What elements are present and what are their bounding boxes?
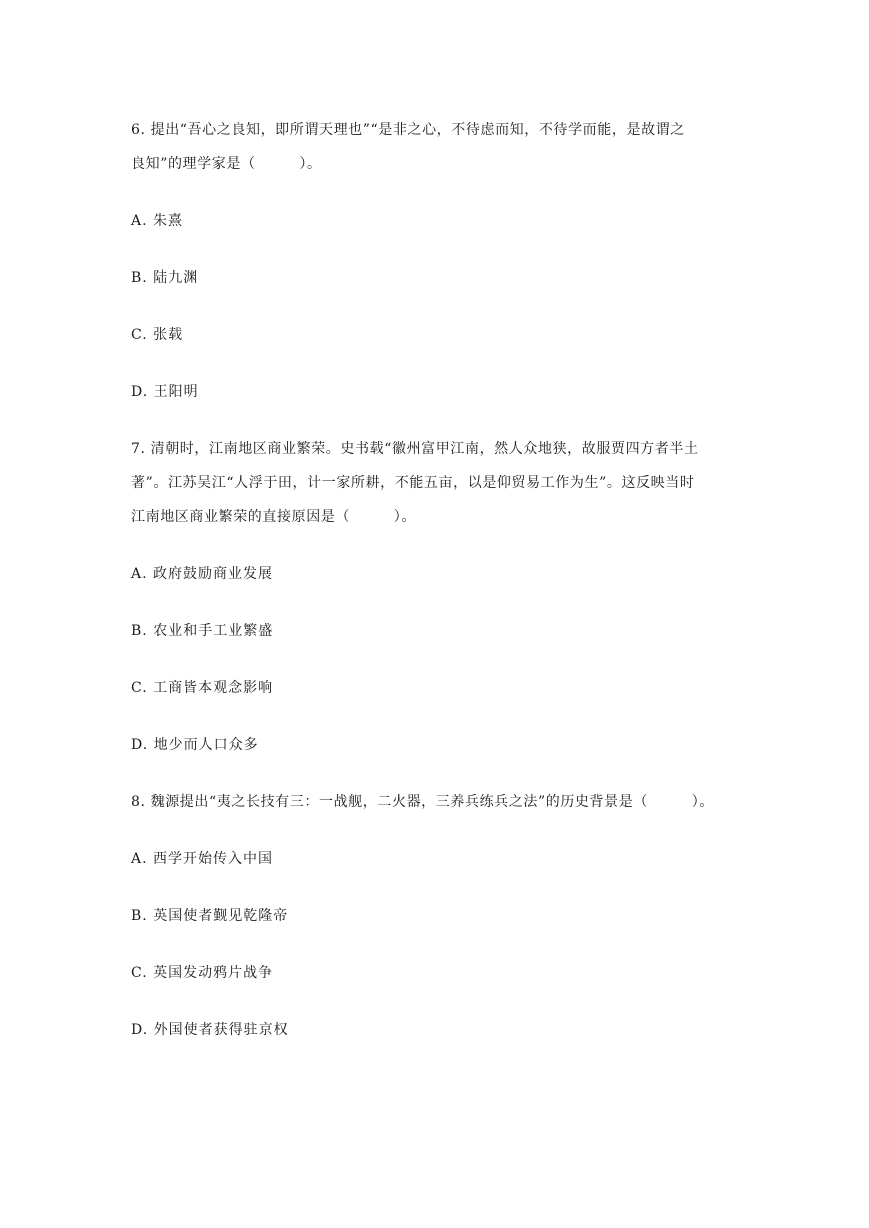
option-b: B. 农业和手工业繁盛 xyxy=(131,623,274,639)
option-a: A. 政府鼓励商业发展 xyxy=(131,566,274,582)
option-c: C. 工商皆本观念影响 xyxy=(131,680,274,696)
option-c: C. 张载 xyxy=(131,327,184,343)
question-stem-line: 7. 清朝时，江南地区商业繁荣。史书载“徽州富甲江南，然人众地狭，故服贾四方者半土 xyxy=(131,441,699,457)
option-d: D. 王阳明 xyxy=(131,384,199,400)
question-stem-line: 8. 魏源提出“夷之长技有三：一战舰，二火器，三养兵练兵之法”的历史背景是（ ）。 xyxy=(131,794,714,810)
option-b: B. 英国使者觐见乾隆帝 xyxy=(131,908,289,924)
option-a: A. 西学开始传入中国 xyxy=(131,851,274,867)
option-a: A. 朱熹 xyxy=(131,213,184,229)
question-stem-line: 良知”的理学家是（ ）。 xyxy=(131,156,322,172)
question-stem-line: 6. 提出“吾心之良知，即所谓天理也”“是非之心，不待虑而知，不待学而能，是故谓之 xyxy=(131,122,685,138)
option-c: C. 英国发动鸦片战争 xyxy=(131,965,274,981)
question-stem-line: 著”。江苏吴江“人浮于田，计一家所耕，不能五亩，以是仰贸易工作为生”。这反映当时 xyxy=(131,475,695,491)
option-b: B. 陆九渊 xyxy=(131,270,199,286)
question-stem-line: 江南地区商业繁荣的直接原因是（ ）。 xyxy=(131,509,416,525)
option-d: D. 外国使者获得驻京权 xyxy=(131,1022,289,1038)
option-d: D. 地少而人口众多 xyxy=(131,737,259,753)
